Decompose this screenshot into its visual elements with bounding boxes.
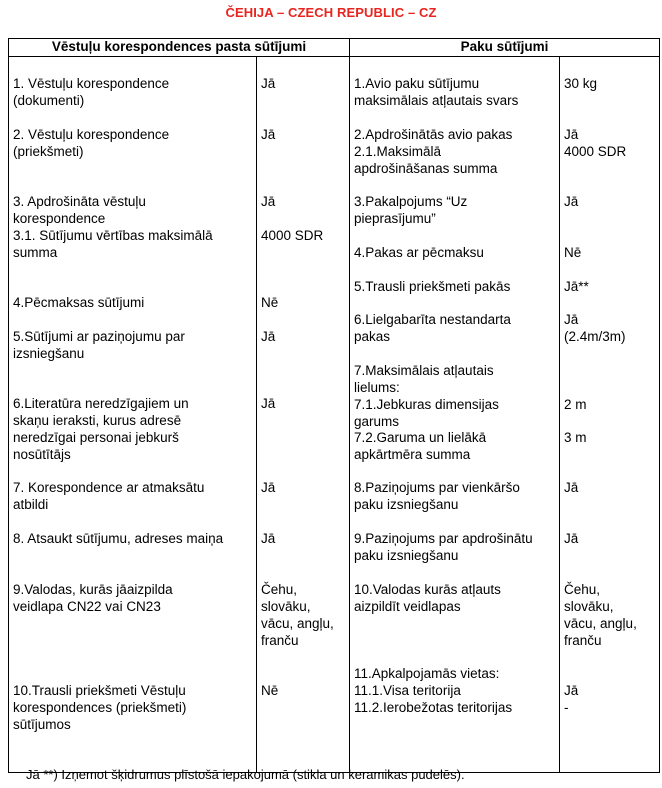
right-item-label: 7.Maksimālais atļautais lielums: <box>354 363 494 395</box>
left-item-value: Jā <box>261 194 276 209</box>
left-item-value: Nē <box>261 683 279 698</box>
right-item-value: Nē <box>564 245 582 260</box>
right-item-label: 9.Paziņojums par apdrošinātu paku izsniegšanu <box>354 531 533 563</box>
footnote: Jā **) Izņemot šķidrumus plīstošā iepakojumā (stikla un keramikas pudelēs). <box>26 767 465 782</box>
right-item-value: Jā - <box>564 683 579 715</box>
right-item-label: 7.2.Garuma un lielākā apkārtmēra summa <box>354 430 487 462</box>
left-item-value: Jā <box>261 480 276 495</box>
right-item-label: 4.Pakas ar pēcmaksu <box>354 245 484 260</box>
left-item-value: Jā <box>261 329 276 344</box>
right-item-label: 2.Apdrošinātās avio pakas 2.1.Maksimālā apdrošināšanas summa <box>354 127 513 176</box>
right-item-value: Jā <box>564 480 579 495</box>
right-item-label: 7.1.Jebkuras dimensijas garums <box>354 397 499 429</box>
parcels-values-column <box>560 57 659 772</box>
right-item-label: 3.Pakalpojums “Uz pieprasījumu” <box>354 194 468 226</box>
table-body-row <box>9 57 660 773</box>
letter-mail-values-column <box>257 57 349 772</box>
right-item-value: Jā <box>564 194 579 209</box>
right-item-value: Jā** <box>564 279 589 294</box>
right-item-label: 11.Apkalpojamās vietas: 11.1.Visa teritorija 11.2.Ierobežotas teritorijas <box>354 666 513 715</box>
left-item-label: 9.Valodas, kurās jāaizpilda veidlapa CN22 vai CN23 <box>13 582 173 614</box>
left-item-value: Čehu, slovāku, vācu, angļu, franču <box>261 582 334 648</box>
right-item-value: 30 kg <box>564 76 598 91</box>
table-header-row <box>9 39 660 57</box>
left-item-value: Nē <box>261 295 279 310</box>
right-item-value: Jā 4000 SDR <box>564 127 627 159</box>
left-item-label: 7. Korespondence ar atmaksātu atbildi <box>13 480 205 512</box>
left-item-value: Jā <box>261 127 276 142</box>
right-item-label: 6.Lielgabarīta nestandarta pakas <box>354 312 511 344</box>
parcels-labels-column <box>350 57 559 772</box>
left-item-value: Jā <box>261 76 276 91</box>
right-item-label: 1.Avio paku sūtījumu maksimālais atļautais svars <box>354 76 519 108</box>
left-item-label: 1. Vēstuļu korespondence (dokumenti) <box>13 76 170 108</box>
header-parcels: Paku sūtījumi <box>350 39 660 57</box>
left-item-label: 3. Apdrošināta vēstuļu korespondence <box>13 194 146 226</box>
left-item-label: 3.1. Sūtījumu vērtības maksimālā summa <box>13 228 213 260</box>
right-item-label: 8.Paziņojums par vienkāršo paku izsniegšanu <box>354 480 520 512</box>
services-table <box>8 38 660 773</box>
left-item-label: 10.Trausli priekšmeti Vēstuļu korespondences (priekšmeti) sūtījumos <box>13 683 187 732</box>
right-item-value: Jā (2.4m/3m) <box>564 312 626 344</box>
right-item-value: 2 m <box>564 397 587 412</box>
left-item-label: 5.Sūtījumi ar paziņojumu par izsniegšanu <box>13 329 185 361</box>
header-letter-mail: Vēstuļu korespondences pasta sūtījumi <box>9 39 350 57</box>
right-item-value: 3 m <box>564 430 587 445</box>
left-item-label: 6.Literatūra neredzīgajiem un skaņu ieraksti, kurus adresē neredzīgai personai jebkurš nosūtītājs <box>13 396 189 462</box>
right-item-label: 10.Valodas kurās atļauts aizpildīt veidlapas <box>354 582 501 614</box>
left-item-label: 2. Vēstuļu korespondence (priekšmeti) <box>13 127 170 159</box>
left-item-label: 4.Pēcmaksas sūtījumi <box>13 295 145 310</box>
page-title: ČEHIJA – CZECH REPUBLIC – CZ <box>225 5 437 20</box>
right-item-value: Jā <box>564 531 579 546</box>
right-item-label: 5.Trausli priekšmeti pakās <box>354 279 511 294</box>
left-item-value: 4000 SDR <box>261 228 324 243</box>
left-item-value: Jā <box>261 531 276 546</box>
left-item-label: 8. Atsaukt sūtījumu, adreses maiņa <box>13 531 224 546</box>
letter-mail-labels-column <box>9 57 256 772</box>
left-item-value: Jā <box>261 396 276 411</box>
right-item-value: Čehu, slovāku, vācu, angļu, franču <box>564 582 637 648</box>
